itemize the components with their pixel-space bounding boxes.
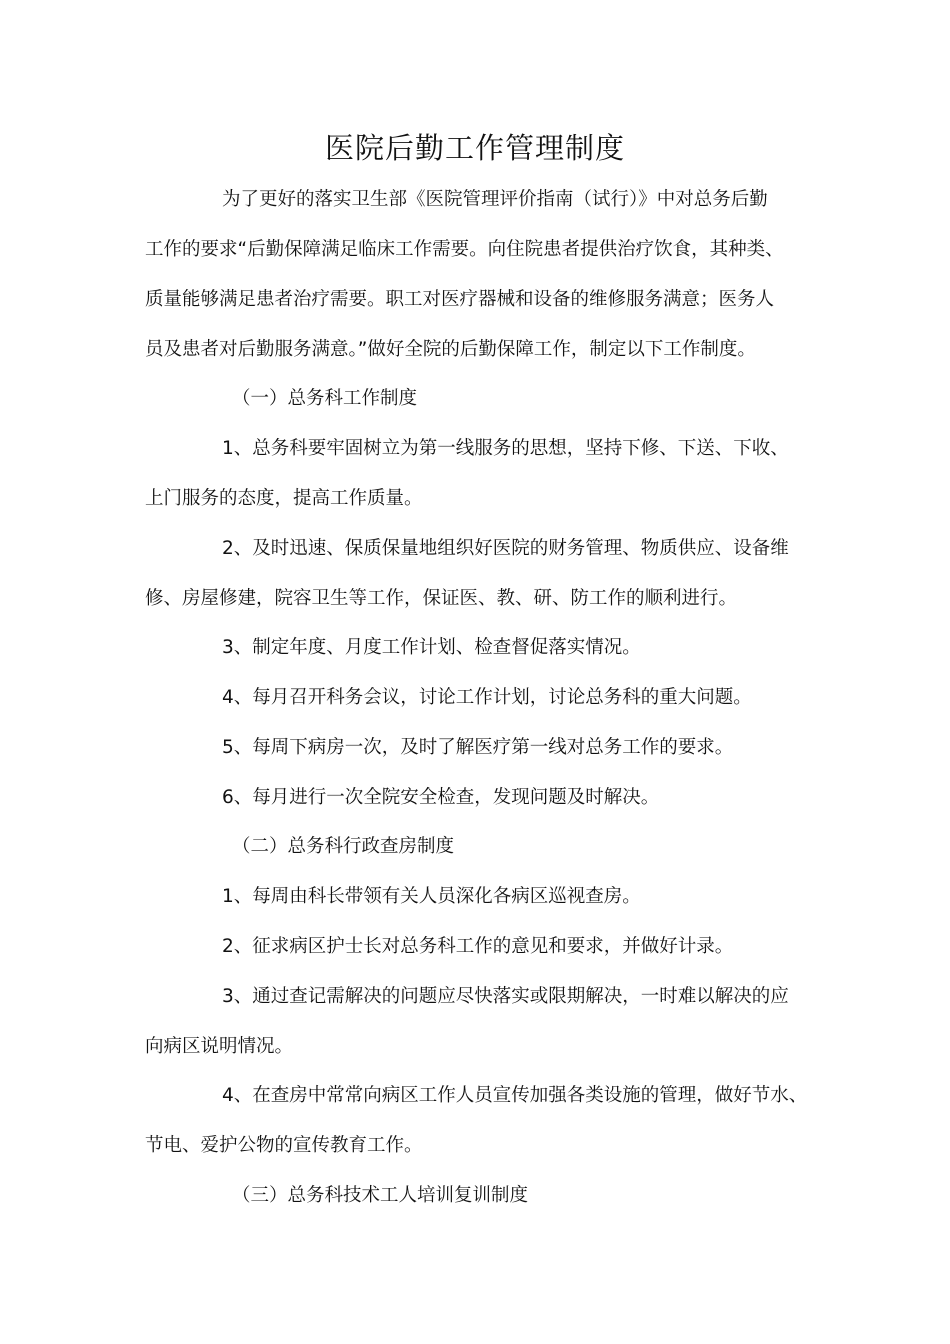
section1-item-1-line-2: 上门服务的态度，提高工作质量。 (145, 488, 423, 509)
section1-item-1-line-1: 1、总务科要牢固树立为第一线服务的思想，坚持下修、下送、下收、 (222, 438, 789, 459)
section2-item-2: 2、征求病区护士长对总务科工作的意见和要求，并做好计录。 (222, 936, 734, 957)
section2-item-4-line-2: 节电、爱护公物的宣传教育工作。 (145, 1135, 423, 1156)
section-heading-3: （三）总务科技术工人培训复训制度 (232, 1185, 529, 1206)
intro-line-2: 工作的要求“后勤保障满足临床工作需要。向住院患者提供治疗饮食，其种类、 (145, 239, 784, 260)
section2-item-4-line-1: 4、在查房中常常向病区工作人员宣传加强各类设施的管理，做好节水、 (222, 1085, 808, 1106)
intro-line-4: 员及患者对后勤服务满意。”做好全院的后勤保障工作，制定以下工作制度。 (145, 339, 756, 360)
section1-item-6: 6、每月进行一次全院安全检查，发现问题及时解决。 (222, 787, 660, 808)
section1-item-4: 4、每月召开科务会议，讨论工作计划，讨论总务科的重大问题。 (222, 687, 752, 708)
section1-item-3: 3、制定年度、月度工作计划、检查督促落实情况。 (222, 637, 641, 658)
section-heading-2: （二）总务科行政查房制度 (232, 836, 455, 857)
section2-item-3-line-2: 向病区说明情况。 (145, 1036, 294, 1057)
document-title: 医院后勤工作管理制度 (324, 131, 625, 165)
section-heading-1: （一）总务科工作制度 (232, 388, 418, 409)
intro-line-3: 质量能够满足患者治疗需要。职工对医疗器械和设备的维修服务满意；医务人 (145, 289, 775, 310)
section1-item-2-line-2: 修、房屋修建，院容卫生等工作，保证医、教、研、防工作的顺利进行。 (145, 588, 738, 609)
section2-item-3-line-1: 3、通过查记需解决的问题应尽快落实或限期解决，一时难以解决的应 (222, 986, 789, 1007)
section2-item-1: 1、每周由科长带领有关人员深化各病区巡视查房。 (222, 886, 641, 907)
section1-item-2-line-1: 2、及时迅速、保质保量地组织好医院的财务管理、物质供应、设备维 (222, 538, 789, 559)
intro-line-1: 为了更好的落实卫生部《医院管理评价指南（试行）》中对总务后勤 (222, 189, 768, 210)
section1-item-5: 5、每周下病房一次，及时了解医疗第一线对总务工作的要求。 (222, 737, 734, 758)
